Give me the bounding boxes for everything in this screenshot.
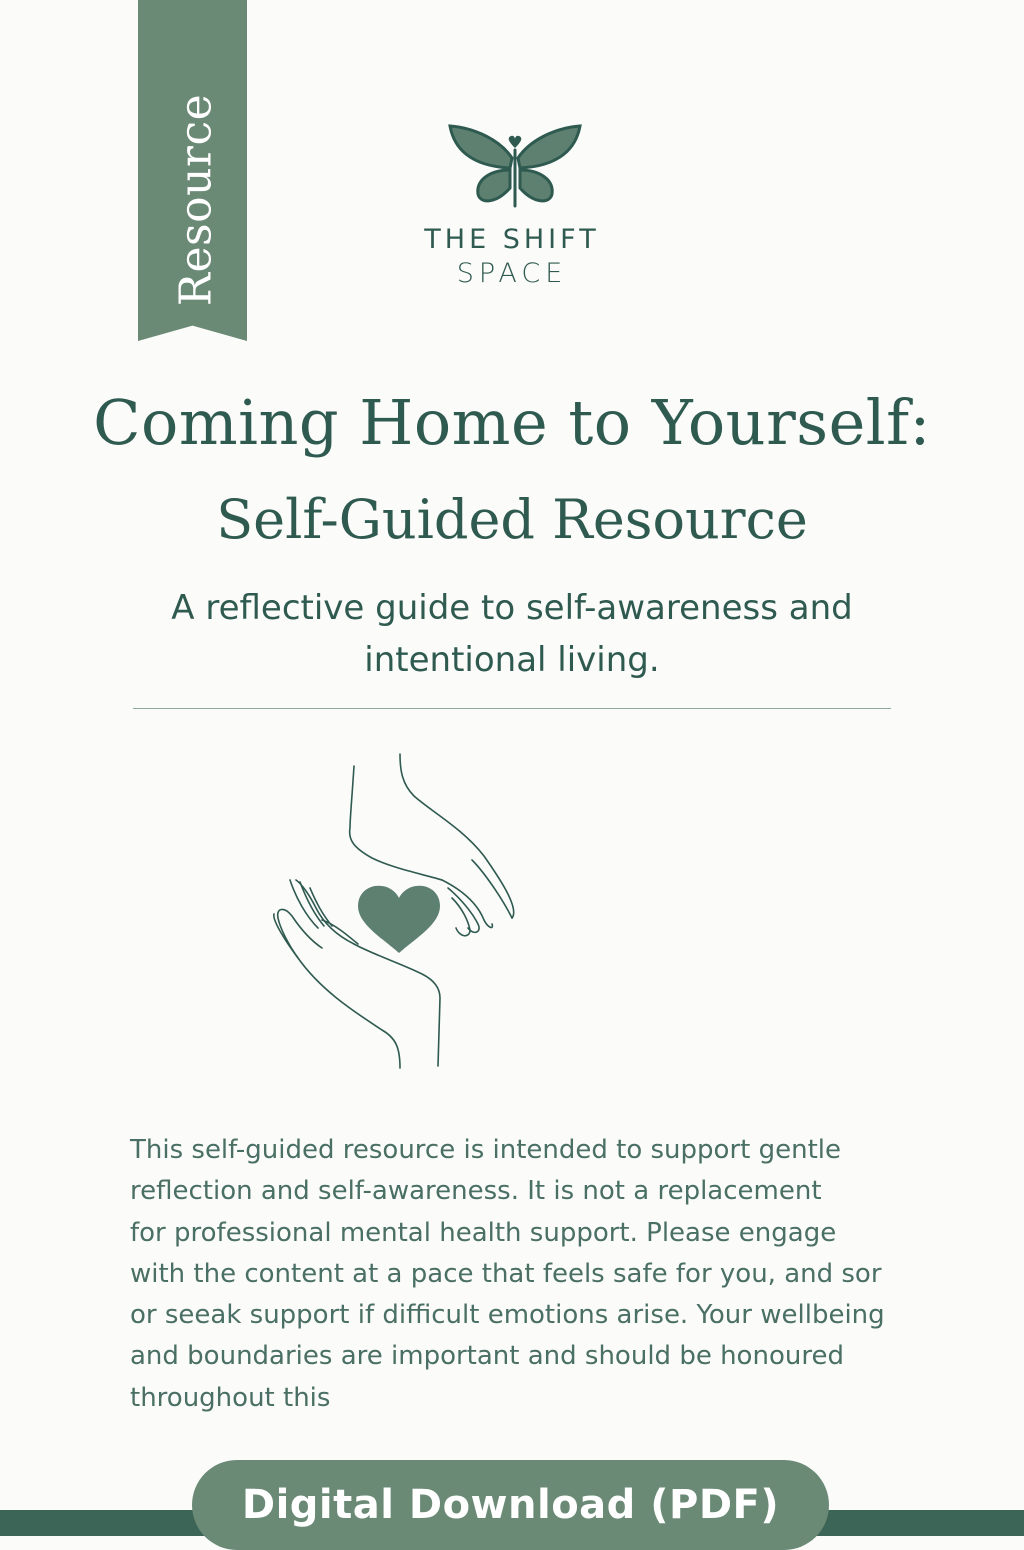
- digital-download-button[interactable]: Digital Download (PDF): [192, 1460, 829, 1550]
- page-title: Coming Home to Yourself:: [93, 386, 931, 459]
- tagline: A reflective guide to self-awareness and intentional living.: [171, 588, 853, 680]
- ribbon-label: Resource: [170, 93, 222, 307]
- divider: [133, 708, 891, 709]
- disclaimer-text: This self-guided resource is intended to support gentle reflection and self-awareness. It is not a replacement for professional mental health support. Please engage with the content at a pace that feels safe for you, and sor or seeak support if difficult emotions arise. Your wellbeing and boundaries are important and should be honoured throughout this: [130, 1135, 885, 1413]
- brand-name: THE SHIFT: [424, 224, 600, 255]
- butterfly-logo-icon: [440, 118, 590, 218]
- brand-name-secondary: SPACE: [456, 258, 568, 289]
- page-subtitle: Self-Guided Resource: [216, 488, 808, 551]
- hands-heart-icon: [262, 748, 532, 1073]
